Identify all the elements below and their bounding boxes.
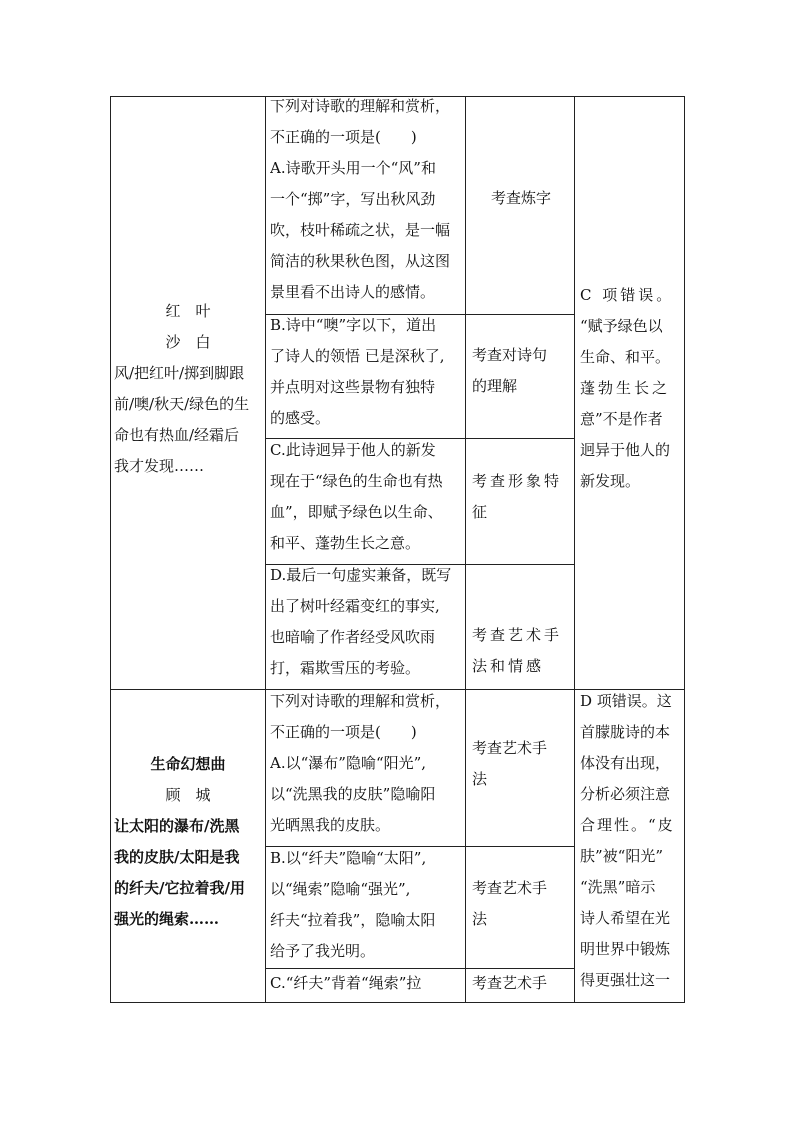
option-line: 下列对诗歌的理解和赏析， [270, 97, 451, 115]
option-line: A.诗歌开头用一个“风”和 [270, 159, 436, 177]
option-line: C.“纤夫”背着“绳索”拉 [270, 974, 422, 992]
option-line: 纤夫“拉着我”，隐喻太阳 [270, 911, 436, 929]
option-cell [270, 560, 464, 684]
analysis-line: 得更强壮这一 [580, 971, 671, 989]
analysis-cell [580, 686, 683, 1002]
focus-line: 考查形象特 [472, 472, 563, 490]
option-line: 血”，即赋予绿色以生命、 [270, 503, 443, 521]
option-cell [270, 435, 464, 559]
focus-line: 征 [472, 503, 491, 521]
poem-line: 命也有热血/经霜后 [114, 426, 240, 444]
analysis-line: 合理性。“皮 [580, 816, 675, 834]
analysis-line: C 项错误。 [580, 286, 675, 304]
focus-line: 的理解 [472, 377, 518, 395]
option-line: 吹，枝叶稀疏之状，是一幅 [270, 221, 451, 239]
focus-line: 法 [472, 770, 488, 788]
focus-line: 考查艺术手 [472, 739, 548, 757]
poem-cell [114, 749, 262, 935]
poem-title: 红 叶 [165, 302, 211, 320]
analysis-line: “洗黑”暗示 [580, 878, 656, 896]
focus-line: 法和情感 [472, 657, 545, 675]
poem-cell [114, 296, 262, 482]
option-line: B.以“纤夫”隐喻“太阳”, [270, 849, 427, 867]
analysis-line: D 项错误。这 [580, 692, 672, 710]
focus-cell [472, 340, 572, 402]
poem-title: 生命幻想曲 [150, 755, 226, 773]
option-line: 现在于“绿色的生命也有热 [270, 472, 443, 490]
analysis-line: 明世界中锻炼 [580, 940, 671, 958]
analysis-line: 新发现。 [580, 472, 641, 490]
option-line: B.诗中“噢”字以下，道出 [270, 316, 437, 334]
option-cell [270, 310, 464, 434]
option-line: 景里看不出诗人的感情。 [270, 283, 436, 301]
option-line: 也暗喻了作者经受风吹雨 [270, 628, 436, 646]
focus-line: 考查炼字 [490, 189, 551, 207]
option-line: 不正确的一项是( ) [270, 723, 417, 741]
poem-author: 沙 白 [165, 333, 211, 351]
analysis-line: 分析必须注意 [580, 785, 671, 803]
option-line: 下列对诗歌的理解和赏析， [270, 692, 451, 710]
analysis-line: 生命、和平。 [580, 348, 671, 366]
option-cell [270, 686, 464, 841]
option-line: 以“绳索”隐喻“强光”, [270, 880, 411, 898]
poem-line: 我才发现…… [114, 457, 205, 475]
poem-author: 顾 城 [165, 786, 211, 804]
focus-line: 考查艺术手 [472, 879, 548, 897]
analysis-line: 意”不是作者 [580, 410, 663, 428]
analysis-line: “赋予绿色以 [580, 317, 663, 335]
focus-cell [472, 466, 572, 528]
option-line: 给予了我光明。 [270, 942, 376, 960]
focus-line: 考查艺术手 [472, 974, 548, 992]
option-line: 光晒黑我的皮肤。 [270, 816, 391, 834]
focus-cell [472, 733, 572, 795]
poem-line: 我的皮肤/太阳是我 [114, 848, 240, 866]
option-line: 出了树叶经霜变红的事实, [270, 597, 440, 615]
focus-cell [472, 620, 572, 682]
focus-line: 考查对诗句 [472, 346, 548, 364]
focus-line: 考查艺术手 [472, 626, 563, 644]
option-line: 和平、蓬勃生长之意。 [270, 534, 421, 552]
poem-line: 强光的绳索…… [114, 910, 220, 928]
option-line: 了诗人的领悟 已是深秋了, [270, 347, 445, 365]
poem-line: 让太阳的瀑布/洗黑 [114, 817, 240, 835]
option-line: 不正确的一项是( ) [270, 128, 417, 146]
focus-cell [472, 968, 572, 999]
poem-line: 前/噢/秋天/绿色的生 [114, 395, 250, 413]
analysis-line: 体没有出现， [580, 754, 671, 772]
focus-cell [470, 183, 572, 214]
focus-line: 法 [472, 910, 488, 928]
option-line: 简洁的秋果秋色图，从这图 [270, 252, 451, 270]
option-line: 的感受。 [270, 409, 331, 427]
option-line: A.以“瀑布”隐喻“阳光”, [270, 754, 427, 772]
focus-cell [472, 873, 572, 935]
option-line: D.最后一句虚实兼备，既写 [270, 566, 452, 584]
poem-line: 的纤夫/它拉着我/用 [114, 879, 245, 897]
analysis-line: 肤”被“阳光” [580, 847, 664, 865]
option-cell [270, 843, 464, 967]
analysis-line: 诗人希望在光 [580, 909, 671, 927]
option-line: 并点明对这些景物有独特 [270, 378, 436, 396]
option-line: 打，霜欺雪压的考验。 [270, 659, 421, 677]
analysis-cell [580, 280, 682, 497]
option-cell [270, 968, 464, 999]
analysis-line: 首朦胧诗的本 [580, 723, 671, 741]
option-line: 以“洗黑我的皮肤”隐喻阳 [270, 785, 436, 803]
option-line: C.此诗迥异于他人的新发 [270, 441, 436, 459]
option-cell [270, 91, 464, 308]
analysis-line: 迥异于他人的 [580, 441, 671, 459]
option-line: 一个“掷”字，写出秋风劲 [270, 190, 436, 208]
poem-line: 风/把红叶/掷到脚跟 [114, 364, 245, 382]
analysis-line: 蓬勃生长之 [580, 379, 671, 397]
